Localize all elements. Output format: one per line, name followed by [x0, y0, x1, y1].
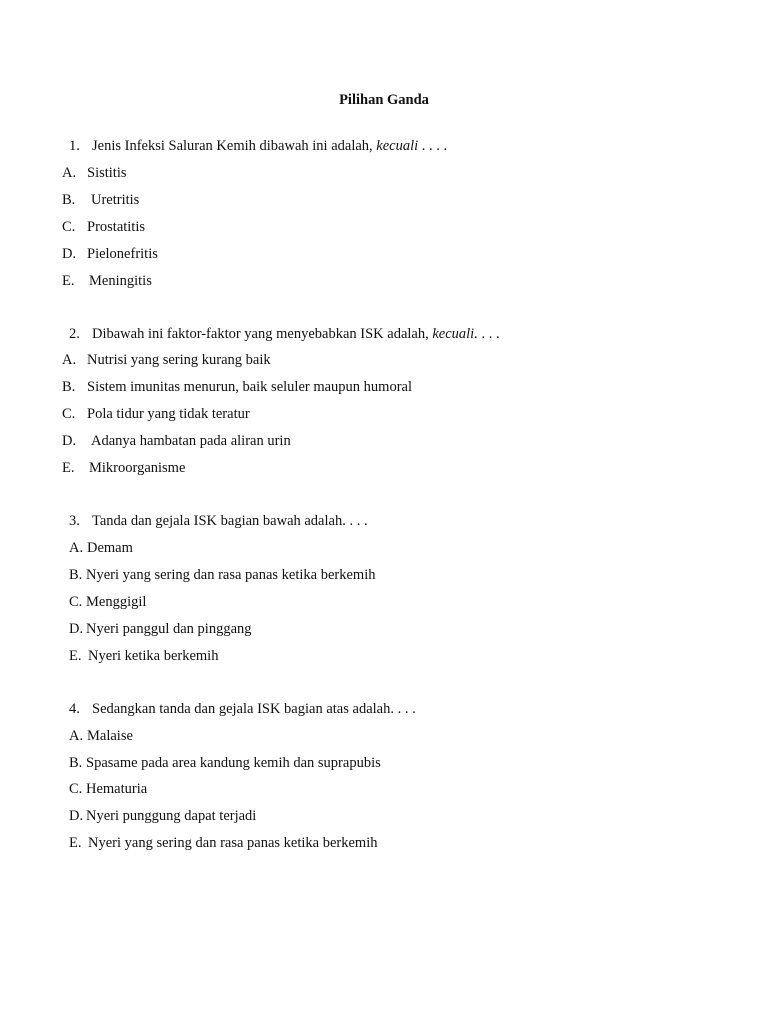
question-3 [69, 512, 368, 530]
option-text: Pielonefritis [87, 246, 158, 262]
option-letter: A. [69, 540, 84, 556]
question-2 [69, 325, 500, 343]
option-1b [62, 191, 139, 209]
option-2e [62, 459, 185, 477]
question-emphasis: kecuali [376, 138, 419, 154]
option-letter: D. [69, 808, 84, 824]
option-text: Uretritis [91, 192, 140, 208]
question-text: Sedangkan tanda dan gejala ISK bagian atas adalah. . . . [92, 701, 416, 717]
option-4c [69, 780, 147, 798]
option-letter: D. [62, 246, 77, 262]
option-text: Menggigil [86, 594, 147, 610]
option-4b [69, 754, 381, 772]
option-text: Nyeri yang sering dan rasa panas ketika berkemih [88, 835, 378, 851]
option-letter: E. [69, 835, 82, 851]
question-number: 4. [69, 701, 80, 717]
option-1d [62, 245, 158, 263]
option-letter: D. [69, 621, 84, 637]
question-4 [69, 700, 416, 718]
question-emphasis: kecuali. [432, 326, 478, 342]
option-letter: A. [69, 728, 84, 744]
question-text: Dibawah ini faktor-faktor yang menyebabkan ISK adalah, kecuali. . . . [92, 326, 500, 342]
option-letter: E. [69, 648, 82, 664]
option-text: Nyeri punggung dapat terjadi [86, 808, 257, 824]
question-1 [69, 137, 447, 155]
option-text: Hematuria [86, 781, 148, 797]
option-4d [69, 807, 256, 825]
option-4a [69, 727, 133, 745]
option-letter: B. [62, 379, 76, 395]
option-letter: B. [69, 755, 83, 771]
option-1c [62, 218, 145, 236]
option-letter: A. [62, 165, 77, 181]
question-number: 2. [69, 326, 80, 342]
option-text: Sistem imunitas menurun, baik seluler maupun humoral [87, 379, 412, 395]
question-text: Jenis Infeksi Saluran Kemih dibawah ini adalah, kecuali . . . . [92, 138, 448, 154]
option-2d [62, 432, 291, 450]
option-3d [69, 620, 252, 638]
option-text: Spasame pada area kandung kemih dan suprapubis [86, 755, 381, 771]
option-1a [62, 164, 127, 182]
option-text: Sistitis [87, 165, 127, 181]
option-1e [62, 272, 152, 290]
option-text: Adanya hambatan pada aliran urin [91, 433, 291, 449]
option-text: Nutrisi yang sering kurang baik [87, 352, 271, 368]
option-3a [69, 539, 133, 557]
option-letter: B. [62, 192, 76, 208]
question-number: 1. [69, 138, 80, 154]
option-text: Mikroorganisme [89, 460, 186, 476]
option-text: Demam [87, 540, 133, 556]
option-letter: C. [62, 219, 76, 235]
option-3c [69, 593, 146, 611]
option-text: Prostatitis [87, 219, 146, 235]
option-letter: E. [62, 273, 75, 289]
option-2b [62, 378, 412, 396]
option-letter: E. [62, 460, 75, 476]
question-text: Tanda dan gejala ISK bagian bawah adalah. . . . [92, 513, 368, 529]
option-2c [62, 405, 250, 423]
option-text: Pola tidur yang tidak teratur [87, 406, 250, 422]
option-3b [69, 566, 376, 584]
option-text: Malaise [87, 728, 133, 744]
option-letter: A. [62, 352, 77, 368]
option-letter: C. [62, 406, 76, 422]
option-2a [62, 351, 271, 369]
option-letter: B. [69, 567, 83, 583]
option-letter: C. [69, 594, 83, 610]
option-text: Meningitis [89, 273, 152, 289]
question-number: 3. [69, 513, 80, 529]
option-3e [69, 647, 218, 665]
option-letter: D. [62, 433, 77, 449]
option-text: Nyeri panggul dan pinggang [86, 621, 252, 637]
option-text: Nyeri ketika berkemih [88, 648, 219, 664]
option-text: Nyeri yang sering dan rasa panas ketika berkemih [86, 567, 376, 583]
page-title: Pilihan Ganda [339, 92, 429, 108]
option-4e [69, 834, 378, 852]
option-letter: C. [69, 781, 83, 797]
